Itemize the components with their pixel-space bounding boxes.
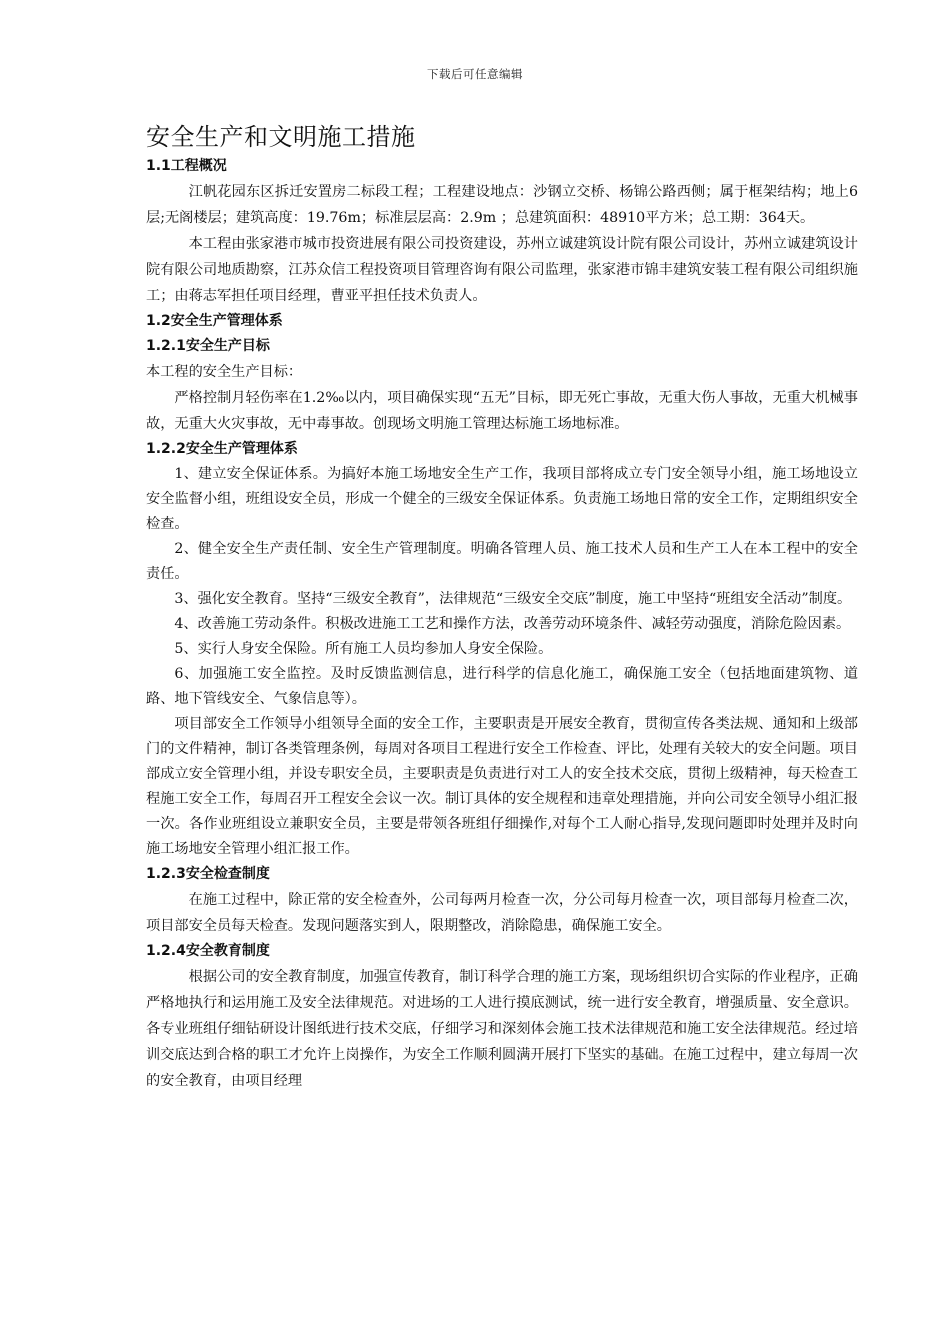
heading-1-2: 1.2安全生产管理体系 <box>146 313 283 329</box>
heading-1-2-3: 1.2.3安全检查制度 <box>146 866 270 882</box>
list-item: 1、建立安全保证体系。为搞好本施工场地安全生产工作，我项目部将成立专门安全领导小组，施工场地设立安全监督小组，班组设安全员，形成一个健全的三级安全保证体系。负责施工场地日常的安全工作，定期组织安全检查。 <box>146 466 858 532</box>
document-body <box>146 120 858 1094</box>
header-note: 下载后可任意编辑 <box>427 67 523 81</box>
heading-1-2-4: 1.2.4安全教育制度 <box>146 943 270 959</box>
heading-1-2-2: 1.2.2安全生产管理体系 <box>146 441 298 457</box>
list-item: 4、改善施工劳动条件。积极改进施工工艺和操作方法，改善劳动环境条件、减轻劳动强度，消除危险因素。 <box>174 616 851 632</box>
list-item: 5、实行人身安全保险。所有施工人员均参加人身安全保险。 <box>174 641 553 657</box>
list-item: 3、强化安全教育。坚持“三级安全教育”，法律规范“三级安全交底”制度，施工中坚持“班组安全活动”制度。 <box>174 591 852 607</box>
list-item: 2、健全安全生产责任制、安全生产管理制度。明确各管理人员、施工技术人员和生产工人在本工程中的安全责任。 <box>146 541 858 582</box>
paragraph-safety-leadership: 项目部安全工作领导小组领导全面的安全工作，主要职责是开展安全教育，贯彻宣传各类法规、通知和上级部门的文件精神，制订各类管理条例，每周对各项目工程进行安全工作检查、评比，处理有关较大的安全问题。项目部成立安全管理小组，并设专职安全员，主要职责是负责进行对工人的安全技术交底，贯彻上级精神，每天检查工程施工安全工作，每周召开工程安全会议一次。制订具体的安全规程和违章处理措施，并向公司安全领导小组汇报一次。各作业班组设立兼职安全员，主要是带领各班组仔细操作,对每个工人耐心指导,发现问题即时处理并及时向施工场地安全管理小组汇报工作。 <box>146 716 858 857</box>
heading-1-1: 1.1工程概况 <box>146 158 227 174</box>
heading-1-2-1: 1.2.1安全生产目标 <box>146 338 270 354</box>
paragraph-safety-inspection: 在施工过程中，除正常的安全检查外，公司每两月检查一次，分公司每月检查一次，项目部每月检查二次，项目部安全员每天检查。发现问题落实到人，限期整改，消除隐患，确保施工安全。 <box>146 892 858 934</box>
paragraph-safety-goal: 严格控制月轻伤率在1.2‰以内，项目确保实现“五无”目标，即无死亡事故，无重大伤人事故，无重大机械事故，无重大火灾事故，无中毒事故。创现场文明施工管理达标施工场地标准。 <box>146 390 858 432</box>
paragraph-project-overview: 江帆花园东区拆迁安置房二标段工程；工程建设地点：沙钢立交桥、杨锦公路西侧；属于框架结构；地上6层;无阁楼层；建筑高度：19.76m；标准层层高：2.9m ；总建筑面积：48910平方米；总工期：364天。 <box>146 184 858 226</box>
paragraph-safety-goal-intro: 本工程的安全生产目标： <box>146 364 303 380</box>
list-item: 6、加强施工安全监控。及时反馈监测信息，进行科学的信息化施工，确保施工安全（包括地面建筑物、道路、地下管线安全、气象信息等）。 <box>146 666 858 707</box>
document-title: 安全生产和文明施工措施 <box>146 123 416 151</box>
paragraph-safety-education: 根据公司的安全教育制度，加强宣传教育，制订科学合理的施工方案，现场组织切合实际的作业程序，正确严格地执行和运用施工及安全法律规范。对进场的工人进行摸底测试，统一进行安全教育，增强质量、安全意识。各专业班组仔细钻研设计图纸进行技术交底，仔细学习和深刻体会施工技术法律规范和施工安全法律规范。经过培训交底达到合格的职工才允许上岗操作，为安全工作顺利圆满开展打下坚实的基础。在施工过程中，建立每周一次的安全教育，由项目经理 <box>146 969 858 1089</box>
paragraph-project-parties: 本工程由张家港市城市投资进展有限公司投资建设，苏州立诚建筑设计院有限公司设计，苏州立诚建筑设计院有限公司地质勘察，江苏众信工程投资项目管理咨询有限公司监理，张家港市锦丰建筑安装工程有限公司组织施工；由蒋志军担任项目经理，曹亚平担任技术负责人。 <box>146 236 858 304</box>
